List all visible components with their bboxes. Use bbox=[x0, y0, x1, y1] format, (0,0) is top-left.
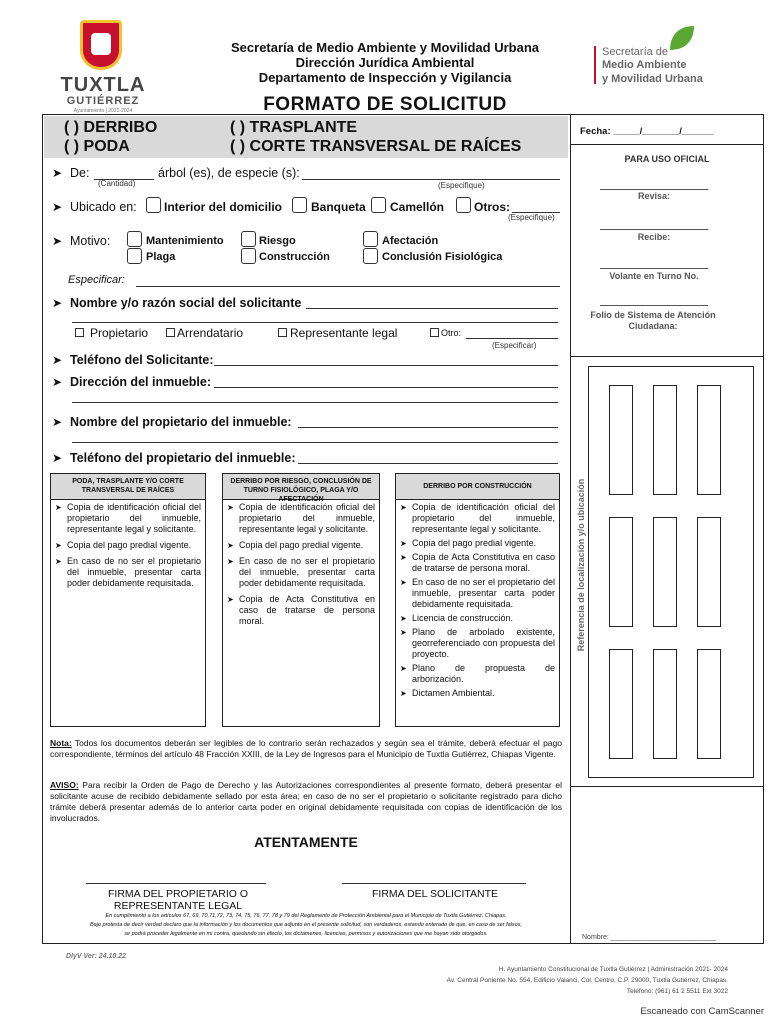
header-line-1: Secretaría de Medio Ambiente y Movilidad Urbana bbox=[231, 40, 539, 55]
legal-line-1: En cumplimiento a los artículos 67, 69, 70,71,72, 73, 74, 75, 76, 77, 78 y 79 del Reglamento de Protección Ambiental para el Municipio de Tuxtla Gutiérrez, Chiapas. bbox=[105, 913, 507, 919]
option-derribo[interactable]: ( ) DERRIBO bbox=[64, 119, 158, 136]
logo-city: TUXTLA bbox=[60, 74, 146, 96]
arrow-icon: ➤ bbox=[52, 451, 63, 465]
sidebar-divider-h2 bbox=[571, 786, 763, 787]
header-line-2: Dirección Jurídica Ambiental bbox=[295, 55, 475, 70]
especie-field[interactable] bbox=[302, 179, 560, 180]
atentamente: ATENTAMENTE bbox=[254, 834, 358, 850]
aviso-text: Para recibir la Orden de Pago de Derecho y las Autorizaciones correspondientes al presente formato, deberá presentar el solicitante acuse de recibido debidamente sellado por esta área; en caso de no ser el propietario o solicitante registrado para dicho trámite deberá presentar además de lo anterior carta poder en original debidamente requisitada con copias de identificación de los involucrados. bbox=[50, 780, 562, 823]
de-mid-label: árbol (es), de especie (s): bbox=[158, 166, 300, 180]
firma-solicitante-line[interactable] bbox=[342, 883, 526, 884]
header-lines bbox=[200, 40, 570, 85]
list-item: ➤ Dictamen Ambiental. bbox=[400, 688, 555, 699]
otro-checkbox[interactable] bbox=[430, 328, 439, 337]
especificar-hint: (Especificar) bbox=[492, 341, 537, 350]
list-item: ➤ En caso de no ser el propietario del inmueble, presentar carta poder debidamente requisitada. bbox=[227, 556, 375, 589]
construccion-label: Construcción bbox=[259, 251, 330, 263]
logo-city2: GUTIÉRREZ bbox=[66, 95, 140, 107]
column-3-title: DERRIBO POR CONSTRUCCIÓN bbox=[396, 474, 559, 500]
fecha-field[interactable]: Fecha: _____/_______/______ bbox=[580, 126, 714, 137]
otro-field[interactable] bbox=[466, 338, 558, 339]
nombre-solicitante-field[interactable] bbox=[306, 308, 558, 309]
fecha-divider bbox=[571, 144, 763, 145]
conclusion-checkbox[interactable] bbox=[363, 248, 378, 264]
ubicado-label: Ubicado en: bbox=[70, 200, 137, 214]
list-item: ➤ Copia de identificación oficial del propietario del inmueble, representante legal y solicitante. bbox=[227, 502, 375, 535]
legal-line-2: Bajo protesta de decir verdad declaro que la información y los documentos que adjunto en el presente solicitud, son verdaderos, estando enterado de que, en caso de ser falsos, bbox=[89, 922, 523, 928]
construccion-checkbox[interactable] bbox=[241, 248, 256, 264]
cantidad-hint: (Cantidad) bbox=[98, 179, 136, 188]
propietario-label: Propietario bbox=[90, 326, 149, 340]
otros-label: Otros: bbox=[474, 200, 510, 214]
arrendatario-checkbox[interactable] bbox=[166, 328, 175, 337]
arrow-icon: ➤ bbox=[52, 200, 63, 214]
banqueta-label: Banqueta bbox=[311, 200, 366, 214]
nota-paragraph bbox=[50, 738, 562, 760]
referencia-label: Referencia de localización y/o ubicación bbox=[576, 478, 586, 652]
firma-solicitante-label: FIRMA DEL SOLICITANTE bbox=[371, 888, 499, 900]
recibe-label: Recibe: bbox=[637, 232, 671, 242]
nombre-propietario-label: Nombre del propietario del inmueble: bbox=[70, 415, 292, 429]
telefono-solicitante-field[interactable] bbox=[214, 365, 558, 366]
list-item: ➤ Licencia de construcción. bbox=[400, 613, 555, 624]
telefono-propietario-label: Teléfono del propietario del inmueble: bbox=[70, 451, 296, 465]
leaf-icon bbox=[666, 24, 696, 52]
mantenimiento-checkbox[interactable] bbox=[127, 231, 142, 247]
plaga-checkbox[interactable] bbox=[127, 248, 142, 264]
form-title: FORMATO DE SOLICITUD bbox=[263, 94, 507, 115]
requirements-column-3 bbox=[395, 473, 560, 727]
de-label: De: bbox=[70, 166, 90, 180]
volante-label: Volante en Turno No. bbox=[609, 271, 699, 281]
direccion-label: Dirección del inmueble: bbox=[70, 375, 212, 389]
revisa-line bbox=[600, 189, 708, 190]
secretaria-line-2: Medio Ambiente bbox=[602, 59, 687, 71]
conclusion-label: Conclusión Fisiológica bbox=[382, 251, 503, 263]
list-item: ➤ Copia de Acta Constitutiva en caso de tratarse de persona moral. bbox=[400, 552, 555, 574]
list-item: ➤ Copia de identificación oficial del propietario del inmueble, representante legal y solicitante. bbox=[55, 502, 201, 535]
list-item: ➤ Copia del pago predial vigente. bbox=[400, 538, 555, 549]
sidebar-divider-h bbox=[571, 356, 763, 357]
list-item: ➤ Copia de identificación oficial del propietario del inmueble, representante legal y solicitante. bbox=[400, 502, 555, 535]
riesgo-checkbox[interactable] bbox=[241, 231, 256, 247]
footer-line-2: Av. Central Poniente No. 554, Edificio Valanci, Col. Centro, C.P. 29000, Tuxtla Gutiérrez, Chiapas. bbox=[446, 977, 728, 984]
arrow-icon: ➤ bbox=[52, 166, 63, 180]
block-rect bbox=[697, 517, 721, 627]
revisa-label: Revisa: bbox=[637, 191, 671, 201]
especificar-label: Especificar: bbox=[68, 274, 125, 286]
arrow-icon: ➤ bbox=[52, 415, 63, 429]
folio-line bbox=[600, 305, 708, 306]
location-sketch-area[interactable] bbox=[588, 366, 754, 778]
legal-text bbox=[50, 912, 562, 939]
representante-label: Representante legal bbox=[290, 326, 398, 340]
aviso-paragraph bbox=[50, 780, 562, 824]
camellon-label: Camellón bbox=[390, 200, 445, 214]
requirements-column-1 bbox=[50, 473, 206, 727]
propietario-checkbox[interactable] bbox=[75, 328, 84, 337]
nombre-solicitante-label: Nombre y/o razón social del solicitante bbox=[70, 296, 302, 310]
arrow-icon: ➤ bbox=[52, 234, 63, 248]
interior-label: Interior del domicilio bbox=[164, 200, 283, 214]
nota-text: Todos los documentos deberán ser legibles de lo contrario serán rechazados y según sea el trámite, deberá efectuar el pago correspondiente, términos del artículo 48 Fracción XXIII, de la Ley de Ingresos para el Municipio de Tuxtla Gutiérrez, Chiapas Vigente. bbox=[50, 738, 562, 759]
list-item: ➤ Plano de propuesta de arborización. bbox=[400, 663, 555, 685]
mantenimiento-label: Mantenimiento bbox=[146, 235, 224, 247]
logo-admin: Ayuntamiento | 2021-2024 bbox=[73, 108, 133, 114]
column-1-list bbox=[51, 502, 205, 594]
recibe-line bbox=[600, 229, 708, 230]
otros-checkbox[interactable] bbox=[456, 197, 471, 213]
block-rect bbox=[653, 517, 677, 627]
afectacion-label: Afectación bbox=[382, 235, 439, 247]
option-trasplante[interactable]: ( ) TRASPLANTE bbox=[230, 119, 358, 136]
block-rect bbox=[697, 649, 721, 759]
direccion-field-2[interactable] bbox=[72, 402, 558, 403]
legal-line-3: se podrá proceder legalmente en mi contra, quedando sin efecto, los dictámenes, licencias, permisos y autorizaciones que me hayan sido otorgados. bbox=[124, 931, 488, 937]
especificar-field[interactable] bbox=[136, 286, 560, 287]
representante-checkbox[interactable] bbox=[278, 328, 287, 337]
nombre-field[interactable]: Nombre: ___________________________ bbox=[582, 934, 716, 941]
column-2-list bbox=[223, 502, 379, 632]
telefono-solicitante-label: Teléfono del Solicitante: bbox=[70, 353, 214, 367]
footer-line-3: Teléfono: (961) 61 2 5511 Ext 3022 bbox=[626, 988, 728, 995]
requirements-column-2 bbox=[222, 473, 380, 727]
interior-checkbox[interactable] bbox=[146, 197, 161, 213]
banqueta-checkbox[interactable] bbox=[292, 197, 307, 213]
block-rect bbox=[609, 385, 633, 495]
especifique-hint: (Especifique) bbox=[438, 181, 485, 190]
camellon-checkbox[interactable] bbox=[371, 197, 386, 213]
block-rect bbox=[609, 517, 633, 627]
list-item: ➤ En caso de no ser el propietario del inmueble, presentar carta poder debidamente requisitada. bbox=[400, 577, 555, 610]
referencia-label-holder bbox=[571, 360, 591, 780]
arrendatario-label: Arrendatario bbox=[177, 326, 244, 340]
volante-line bbox=[600, 268, 708, 269]
nombre-propietario-field[interactable] bbox=[298, 427, 558, 428]
nota-label: Nota: bbox=[50, 738, 72, 748]
secretaria-line-1: Secretaría de bbox=[602, 46, 669, 58]
list-item: ➤ Copia del pago predial vigente. bbox=[227, 540, 375, 551]
riesgo-label: Riesgo bbox=[259, 235, 296, 247]
arrow-icon: ➤ bbox=[52, 375, 63, 389]
plaga-label: Plaga bbox=[146, 251, 176, 263]
secretaria-line-3: y Movilidad Urbana bbox=[602, 73, 703, 85]
list-item: ➤ En caso de no ser el propietario del inmueble, presentar carta poder debidamente requisitada. bbox=[55, 556, 201, 589]
version-label: DIyV Ver: 24.10.22 bbox=[66, 953, 127, 960]
motivo-label: Motivo: bbox=[70, 234, 111, 248]
folio-label: Folio de Sistema de Atención Ciudadana: bbox=[590, 310, 716, 331]
aviso-label: AVISO: bbox=[50, 780, 79, 790]
coat-of-arms-icon bbox=[80, 20, 122, 70]
list-item: ➤ Copia del pago predial vigente. bbox=[55, 540, 201, 551]
uso-oficial-title: PARA USO OFICIAL bbox=[624, 154, 710, 164]
column-2-title: DERRIBO POR RIESGO, CONCLUSIÓN DE TURNO FISIOLÓGICO, PLAGA Y/O AFECTACIÓN bbox=[223, 474, 379, 500]
block-rect bbox=[653, 385, 677, 495]
nombre-propietario-field-2[interactable] bbox=[72, 442, 558, 443]
nombre-solicitante-field-2[interactable] bbox=[72, 322, 558, 323]
scanner-watermark: Escaneado con CamScanner bbox=[640, 1006, 764, 1017]
footer-line-1: H. Ayuntamiento Constitucional de Tuxtla Gutiérrez | Administración 2021- 2024 bbox=[498, 966, 728, 973]
request-type-banner bbox=[44, 116, 568, 158]
block-rect bbox=[697, 385, 721, 495]
otro-label: Otro: bbox=[441, 328, 462, 338]
option-poda[interactable]: ( ) PODA bbox=[64, 138, 130, 155]
column-3-list bbox=[396, 502, 559, 702]
afectacion-checkbox[interactable] bbox=[363, 231, 378, 247]
header-line-3: Departamento de Inspección y Vigilancia bbox=[258, 70, 512, 85]
block-rect bbox=[609, 649, 633, 759]
list-item: ➤ Plano de arbolado existente, georreferenciado con propuesta del proyecto. bbox=[400, 627, 555, 660]
direccion-field[interactable] bbox=[214, 387, 558, 388]
firma-propietario-line[interactable] bbox=[86, 883, 266, 884]
footer-address bbox=[300, 964, 728, 997]
arrow-icon: ➤ bbox=[52, 296, 63, 310]
list-item: ➤ Copia de Acta Constitutiva en caso de tratarse de persona moral. bbox=[227, 594, 375, 627]
column-1-title: PODA, TRASPLANTE Y/O CORTE TRANSVERSAL DE RAÍCES bbox=[51, 474, 205, 500]
telefono-propietario-field[interactable] bbox=[298, 463, 558, 464]
option-corte[interactable]: ( ) CORTE TRANSVERSAL DE RAÍCES bbox=[230, 138, 522, 155]
arrow-icon: ➤ bbox=[52, 353, 63, 367]
firma-propietario-label: FIRMA DEL PROPIETARIO O REPRESENTANTE LEGAL bbox=[107, 888, 249, 912]
especifique-hint-2: (Especifique) bbox=[508, 213, 555, 222]
block-rect bbox=[653, 649, 677, 759]
